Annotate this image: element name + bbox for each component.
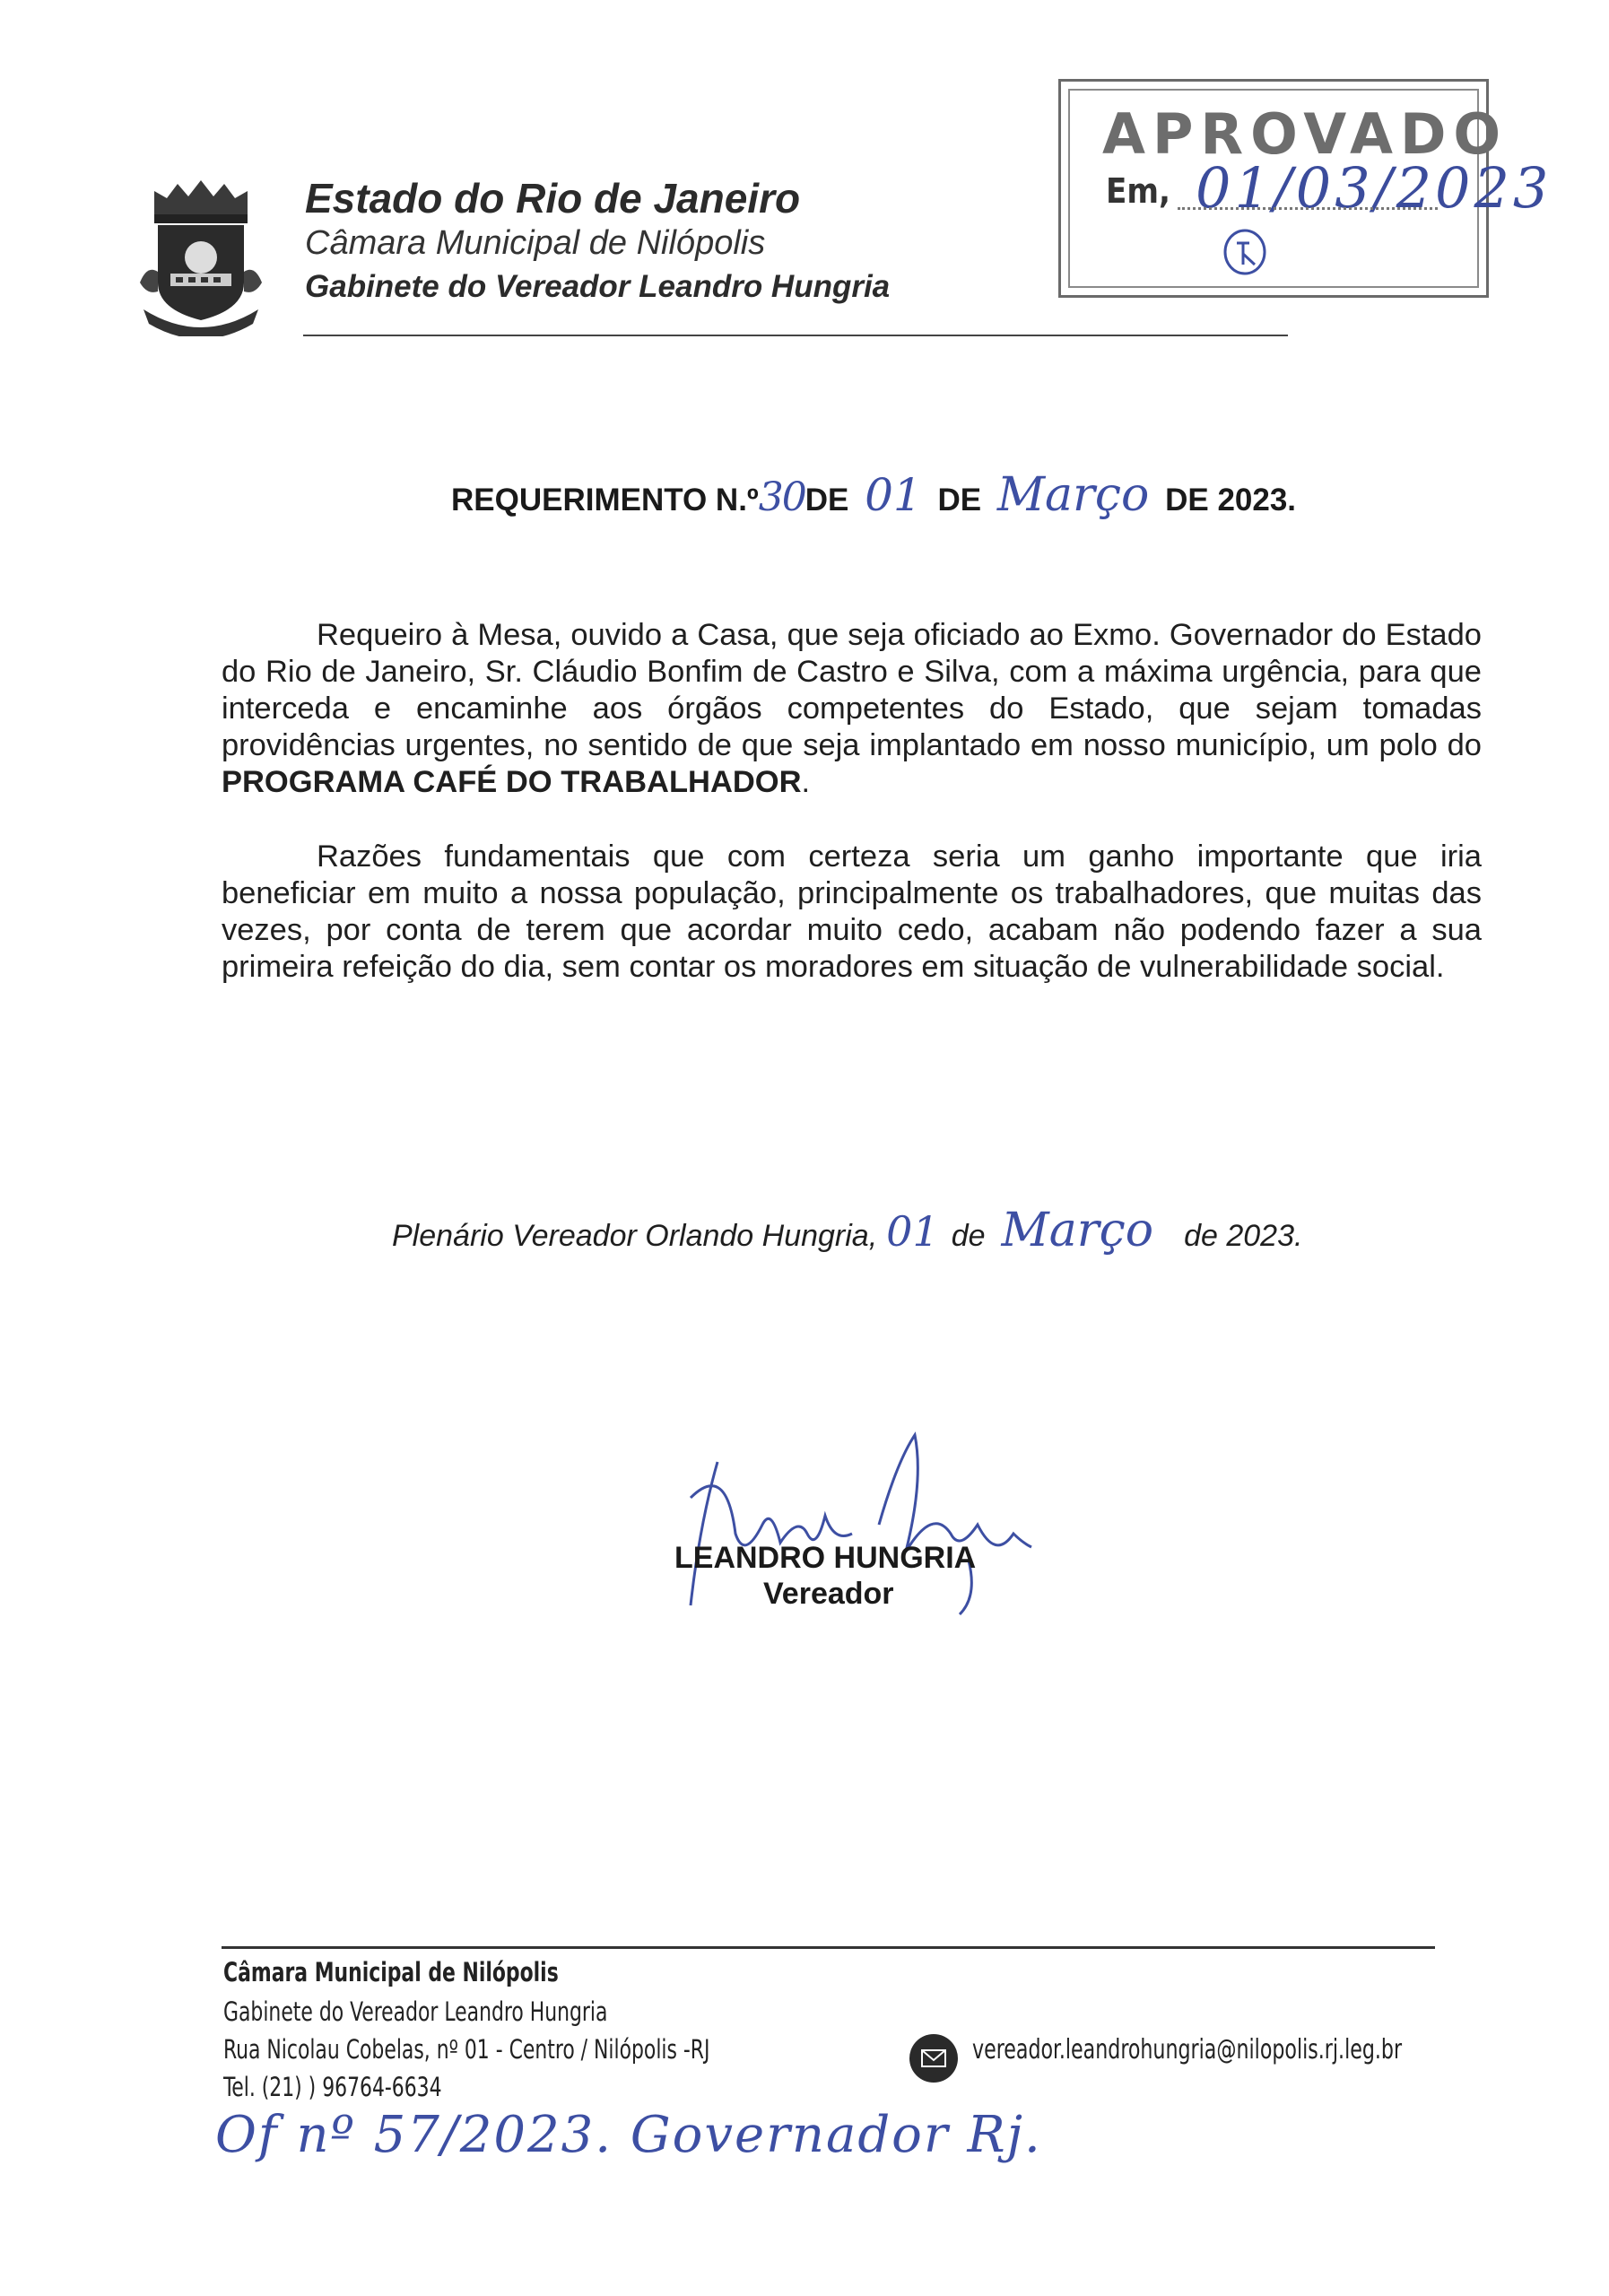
header-chamber: Câmara Municipal de Nilópolis bbox=[305, 224, 766, 262]
paragraph-request bbox=[222, 617, 1482, 801]
approval-stamp bbox=[1058, 79, 1552, 298]
place-year: de 2023. bbox=[1184, 1219, 1303, 1253]
place-prefix: Plenário Vereador Orlando Hungria, bbox=[392, 1219, 878, 1253]
signatory-role: Vereador bbox=[763, 1577, 894, 1611]
title-prefix: REQUERIMENTO N.º bbox=[451, 483, 759, 517]
stamp-date: 01/03/2023 bbox=[1196, 155, 1552, 221]
signatory-name: LEANDRO HUNGRIA bbox=[674, 1541, 977, 1575]
handwritten-office-note: Of nº 57/2023. Governador Rj. bbox=[215, 2106, 1042, 2164]
program-name: PROGRAMA CAFÉ DO TRABALHADOR bbox=[222, 765, 802, 799]
footer-email-link[interactable]: vereador.leandrohungria@nilopolis.rj.leg.br bbox=[972, 2034, 1403, 2066]
place-de: de bbox=[951, 1219, 986, 1253]
footer-phone: Tel. (21) ) 96764-6634 bbox=[223, 2072, 442, 2102]
title-day-handwritten: 01 bbox=[865, 469, 922, 521]
paragraph1-end: . bbox=[801, 765, 811, 799]
title-suffix: DE 2023. bbox=[1165, 483, 1297, 517]
stamp-title: APROVADO bbox=[1102, 101, 1509, 167]
envelope-icon bbox=[909, 2034, 958, 2083]
paragraph-reasons bbox=[222, 839, 1482, 986]
place-month-handwritten: Março bbox=[1001, 1204, 1154, 1257]
paragraph1-text: Requeiro à Mesa, ouvido a Casa, que seja oficiado ao Exmo. Governador do Estado do Rio de Janeiro, Sr. Cláudio Bonfim de Castro e Silva, com a máxima urgência, para que interceda e encaminhe aos órgãos competentes do Estado, que sejam tomadas providências urgentes, no sentido de que seja implantado em nosso município, um polo do bbox=[222, 618, 1482, 762]
stamp-initials-icon bbox=[1213, 216, 1276, 279]
requerimento-title bbox=[451, 468, 1296, 522]
footer-divider bbox=[222, 1946, 1435, 1949]
title-de-2: DE bbox=[937, 483, 982, 517]
stamp-dotted-line bbox=[1178, 207, 1438, 210]
header-office: Gabinete do Vereador Leandro Hungria bbox=[305, 269, 891, 304]
municipal-crest-logo bbox=[135, 175, 267, 336]
footer-address: Rua Nicolau Cobelas, nº 01 - Centro / Nilópolis -RJ bbox=[223, 2034, 710, 2065]
title-month-handwritten: Março bbox=[996, 468, 1150, 522]
title-de-1: DE bbox=[804, 483, 849, 517]
header-divider bbox=[303, 335, 1288, 336]
title-number-handwritten: 30 bbox=[758, 474, 805, 520]
place-day-handwritten: 01 bbox=[886, 1207, 939, 1256]
place-date-line bbox=[392, 1204, 1302, 1257]
stamp-em-label: Em, bbox=[1106, 171, 1170, 211]
paragraph2-text: Razões fundamentais que com certeza seria um ganho importante que iria beneficiar em muito a nossa população, principalmente os trabalhadores, que muitas das vezes, por conta de terem que acordar muito cedo, acabam não podendo fazer a sua primeira refeição do dia, sem contar os moradores em situação de vulnerabilidade social. bbox=[222, 839, 1482, 984]
header-state: Estado do Rio de Janeiro bbox=[305, 175, 801, 222]
footer-chamber: Câmara Municipal de Nilópolis bbox=[223, 1957, 559, 1987]
footer-office: Gabinete do Vereador Leandro Hungria bbox=[223, 1996, 608, 2027]
envelope-icon-glyph bbox=[909, 2034, 958, 2083]
